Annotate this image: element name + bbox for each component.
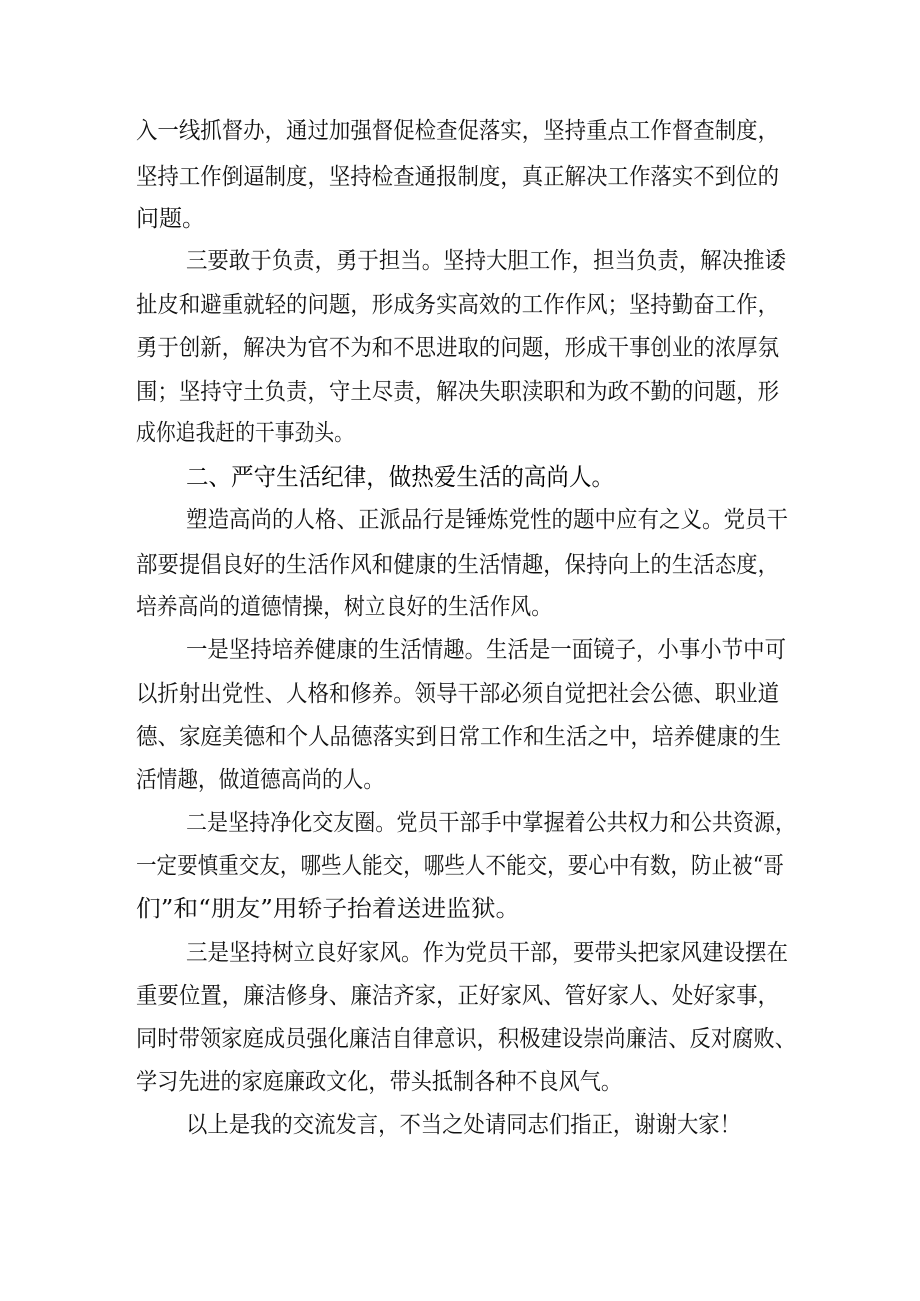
text-line: 重要位置，廉洁修身、廉洁齐家，正好家风、管好家人、处好家事，: [136, 983, 779, 1009]
text-line: 勇于创新，解决为官不为和不思进取的问题，形成干事创业的浓厚氛: [136, 335, 779, 361]
text-line: 问题。: [136, 206, 205, 232]
closing-line: 以上是我的交流发言，不当之处请同志们指正，谢谢大家！: [186, 1112, 741, 1138]
text-line: 二是坚持净化交友圈。党员干部手中掌握着公共权力和公共资源，: [186, 810, 796, 836]
text-line: 入一线抓督办，通过加强督促检查促落实，坚持重点工作督查制度，: [136, 118, 779, 144]
text-line: 一定要慎重交友，哪些人能交，哪些人不能交，要心中有数，防止被“哥: [136, 853, 784, 879]
text-line: 以折射出党性、人格和修养。领导干部必须自觉把社会公德、职业道: [136, 681, 779, 707]
text-line: 塑造高尚的人格、正派品行是锤炼党性的题中应有之义。党员干: [186, 507, 788, 533]
text-line: 学习先进的家庭廉政文化，带头抵制各种不良风气。: [136, 1069, 622, 1095]
text-line: 德、家庭美德和个人品德落实到日常工作和生活之中，培养健康的生: [136, 724, 781, 750]
text-line: 部要提倡良好的生活作风和健康的生活情趣，保持向上的生活态度，: [136, 552, 779, 578]
text-line: 成你追我赶的干事劲头。: [136, 420, 354, 446]
text-line: 围；坚持守土负责，守土尽责，解决失职渎职和为政不勤的问题，形: [136, 379, 779, 405]
text-line: 活情趣，做道德高尚的人。: [136, 767, 384, 793]
text-line: 扯皮和避重就轻的问题，形成务实高效的工作作风；坚持勤奋工作，: [136, 292, 779, 318]
text-line: 坚持工作倒逼制度，坚持检查通报制度，真正解决工作落实不到位的: [136, 164, 779, 190]
text-line: 培养高尚的道德情操，树立良好的生活作风。: [136, 594, 552, 620]
text-line: 三是坚持树立良好家风。作为党员干部，要带头把家风建设摆在: [186, 940, 788, 966]
text-line: 同时带领家庭成员强化廉洁自律意识，积极建设崇尚廉洁、反对腐败、: [136, 1026, 796, 1052]
text-line: 们”和“朋友”用轿子抬着送进监狱。: [136, 896, 521, 922]
section-heading: 二、严守生活纪律，做热爱生活的高尚人。: [186, 463, 614, 491]
text-line: 三要敢于负责，勇于担当。坚持大胆工作，担当负责，解决推诿: [186, 248, 786, 274]
text-line: 一是坚持培养健康的生活情趣。生活是一面镜子，小事小节中可: [186, 637, 786, 663]
